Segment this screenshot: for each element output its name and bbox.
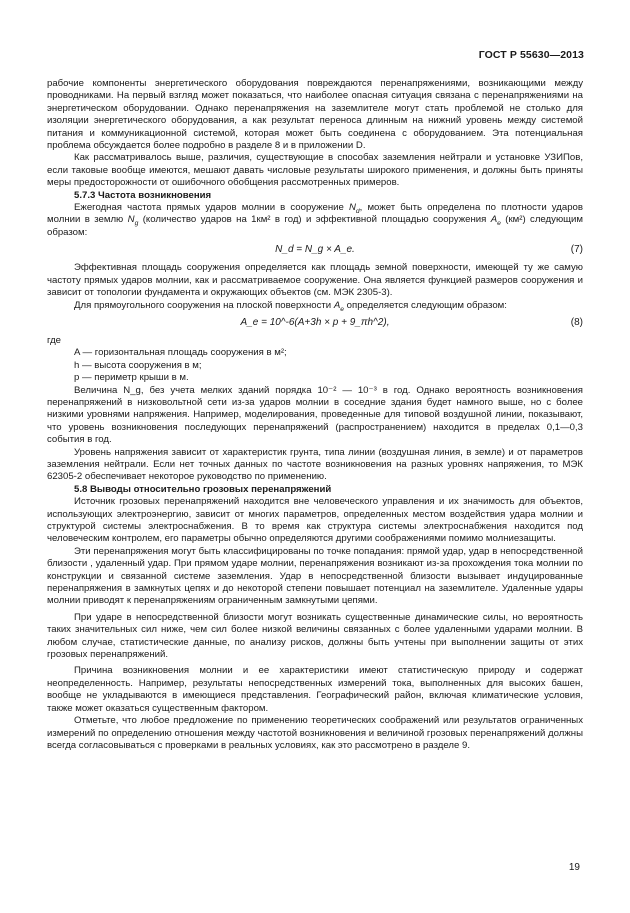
paragraph-voltage-level: Уровень напряжения зависит от характеристик грунта, типа линии (воздушная линия, в земле) и от параметров заземления нейтрали. Если нет точных данных по частоте возникновения на разных уровнях напряжения, то МЭК 62305-2 обеспечивает некоторое руководство по применению.: [47, 446, 583, 483]
symbol-ae: $A_e$: [333, 299, 344, 313]
definition-h: h — высота сооружения в м;: [74, 359, 202, 371]
section-heading-5-8: 5.8 Выводы относительно грозовых перенапряжений: [74, 483, 332, 495]
paragraph-effective-area: Эффективная площадь сооружения определяется как площадь земной поверхности, имеющей ту же самую частоту прямых ударов молнии, как и рассматриваемое сооружение. Она является функцией размеров сооружения и зависит от топологии фундамента и окружающих объектов (см. МЭК 2305-3).: [47, 262, 583, 299]
paragraph-ng-value: Величина N_g, без учета мелких зданий порядка 10⁻² — 10⁻³ в год. Однако вероятность возникновения перенапряжений в низковольтной сети из-за ударов молнии в соседние здания будет намного выше, но с более низкими уровнями напряжения. Например, моделирования, проведенные для типовой воздушной линии, показывают, что уровень возникновения последующих перенапряжений (распространением) находится в пределах 0,1—0,3 события в год.: [47, 384, 583, 446]
paragraph-classification: Эти перенапряжения могут быть классифицированы по точке попадания: прямой удар, удар в непосредственной близости , удаленный удар. При прямом ударе молнии, перенапряжения возникают из-за прохождения тока молнии по конструкции и связанной системе заземления. Удар в непосредственной близости вызывает индуцированные перенапряжения в замкнутых цепях и до некоторой степени повышает потенциал на заземлителе. Удаленные удары молнии приводят к перенапряжениям ограниченным замкнутыми цепями.: [47, 545, 583, 607]
symbol-ae: $A_e$: [490, 214, 501, 228]
formula-8-number: (8): [570, 316, 583, 328]
paragraph-grounding-differences: Как рассматривалось выше, различия, существующие в способах заземления нейтрали и установке УЗИПов, если таковые вообще имеются, мешают давать числовые результаты широкого применения, и должны быть приняты меры предосторожности от ошибочного обобщения рассмотренных примеров.: [47, 152, 583, 189]
definition-a: A — горизонтальная площадь сооружения в м²;: [74, 347, 287, 359]
text-run: Ежегодная частота прямых ударов молнии в сооружение: [74, 202, 349, 214]
formula-7-number: (7): [570, 244, 583, 256]
paragraph-rectangular-structure: [47, 300, 583, 312]
definition-p: p — периметр крыши в м.: [74, 372, 189, 384]
formula-8: [47, 315, 583, 332]
text-run: определяется следующим образом:: [344, 299, 507, 311]
formula-7-expression: N_d = N_g × A_e.: [275, 244, 355, 256]
standard-header: ГОСТ Р 55630—2013: [478, 49, 584, 61]
section-heading-5-7-3: 5.7.3 Частота возникновения: [74, 189, 212, 201]
document-body: [47, 78, 583, 752]
symbol-ng: $N_g$: [127, 214, 139, 228]
paragraph-source: Источник грозовых перенапряжений находится вне человеческого управления и их значимость для объектов, использующих электроэнергию, зависит от многих параметров, определенных местом воздействия удара молнии и структурой системы электроснабжения. В то время как структура системы электроснабжения находится под человеческим контролем, его параметры обычно определяются другими соображениями помимо молниезащиты.: [47, 496, 583, 545]
text-run: (количество ударов на 1км² в год) и эффективной площадью сооружения: [138, 214, 491, 226]
page-number: 19: [568, 862, 580, 873]
formula-8-expression: A_e = 10^-6(A+3h × p + 9_πh^2),: [240, 316, 390, 328]
where-label: где: [47, 334, 62, 346]
text-run: (км²) следующим образом:: [47, 214, 583, 238]
paragraph-close-strike: При ударе в непосредственной близости могут возникать существенные динамические силы, но вероятность таких значительных сил ниже, чем сил более низкой величины связанных с более удаленными ударами молнии. В любом случае, статистические данные, по анализу рисков, должны быть учтены при выполнении защиты от этих грозовых перенапряжений.: [47, 611, 583, 661]
text-run: Для прямоугольного сооружения на плоской поверхности: [74, 299, 334, 311]
paragraph-continuation: рабочие компоненты энергетического оборудования повреждаются перенапряжениями, возникающими между проводниками. На первый взгляд может показаться, что наиболее опасная ситуация связана с перенапряжениями на энергетическом оборудовании. Однако перенапряжения на заземлителе могут стать проблемой не столько для изоляции энергетического оборудования, а как результат переноса длинным на нижний уровень между системой питания и коммуникационной системой, которая может быть соединена с оборудованием. Эта потенциальная проблема обсуждается более подробно в разделе 8 и в приложении D.: [47, 78, 583, 152]
text-run: , может быть определена по плотности ударов молнии в землю: [47, 202, 583, 226]
paragraph-note: Отметьте, что любое предложение по применению теоретических соображений или результатов ограниченных измерений по определению отношения между частотой возникновения и величиной грозовых перенапряжений должны всегда согласовываться с проверками в реальных условиях, как это рассмотрено в разделе 9.: [47, 715, 583, 751]
paragraph-annual-frequency: [47, 202, 583, 239]
paragraph-lightning-cause: Причина возникновения молнии и ее характеристики имеют статистическую природу и содержат неопределенность. Например, результаты непосредственных измерений тока, выполненных для высоких башен, вообще не укладываются в имеющиеся представления. Географический район, включая климатические условия, также может оказаться существенным фактором.: [47, 665, 583, 714]
formula-7: [47, 242, 583, 259]
symbol-nd: $N_d$: [348, 202, 360, 215]
